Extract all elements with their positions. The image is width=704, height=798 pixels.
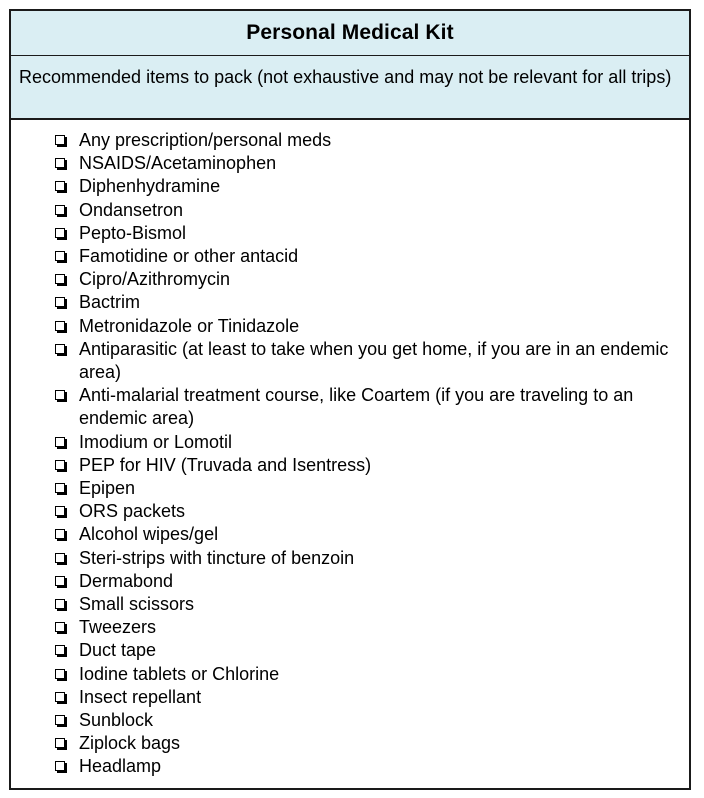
list-item-label: Pepto-Bismol bbox=[79, 222, 187, 243]
checkbox-icon[interactable] bbox=[55, 622, 65, 632]
list-item-label: Iodine tablets or Chlorine bbox=[79, 663, 280, 684]
checkbox-icon[interactable] bbox=[55, 437, 65, 447]
list-item-label: Dermabond bbox=[79, 570, 174, 591]
checkbox-icon[interactable] bbox=[55, 297, 65, 307]
list-item-label: Small scissors bbox=[79, 594, 195, 615]
list-item-label: Famotidine or other antacid bbox=[79, 246, 299, 267]
checkbox-icon[interactable] bbox=[55, 181, 65, 191]
list-item bbox=[55, 732, 675, 755]
checkbox-icon[interactable] bbox=[55, 761, 65, 771]
checkbox-icon[interactable] bbox=[55, 228, 65, 238]
checkbox-icon[interactable] bbox=[55, 344, 65, 354]
list-item bbox=[55, 129, 675, 152]
list-item bbox=[55, 755, 675, 778]
list-item bbox=[55, 175, 675, 198]
list-item-label: Imodium or Lomotil bbox=[79, 431, 233, 452]
list-item-label: Tweezers bbox=[79, 617, 157, 638]
checkbox-icon[interactable] bbox=[55, 205, 65, 215]
description-row bbox=[11, 56, 689, 120]
list-item-label: ORS packets bbox=[79, 501, 186, 522]
checklist bbox=[11, 120, 689, 779]
checkbox-icon[interactable] bbox=[55, 506, 65, 516]
checkbox-icon[interactable] bbox=[55, 274, 65, 284]
list-item-label: Alcohol wipes/gel bbox=[79, 524, 219, 545]
list-item-label: NSAIDS/Acetaminophen bbox=[79, 153, 277, 174]
list-item bbox=[55, 245, 675, 268]
list-item bbox=[55, 639, 675, 662]
medical-kit-table bbox=[9, 9, 691, 790]
list-item-label: Diphenhydramine bbox=[79, 176, 221, 197]
checkbox-icon[interactable] bbox=[55, 158, 65, 168]
list-item bbox=[55, 384, 675, 430]
list-item bbox=[55, 454, 675, 477]
checkbox-icon[interactable] bbox=[55, 715, 65, 725]
page-title: Personal Medical Kit bbox=[246, 21, 454, 44]
list-item bbox=[55, 593, 675, 616]
list-item-label: Bactrim bbox=[79, 292, 141, 313]
list-item-label: Antiparasitic (at least to take when you get home, if you are in an endemic area) bbox=[79, 338, 669, 383]
list-item-label: Duct tape bbox=[79, 640, 157, 661]
list-item bbox=[55, 500, 675, 523]
list-item bbox=[55, 477, 675, 500]
checkbox-icon[interactable] bbox=[55, 390, 65, 400]
list-item bbox=[55, 709, 675, 732]
checkbox-icon[interactable] bbox=[55, 738, 65, 748]
list-item-label: Anti-malarial treatment course, like Coartem (if you are traveling to an endemic area) bbox=[79, 385, 634, 429]
list-item bbox=[55, 291, 675, 314]
checkbox-icon[interactable] bbox=[55, 321, 65, 331]
checkbox-icon[interactable] bbox=[55, 460, 65, 470]
list-item-label: Cipro/Azithromycin bbox=[79, 269, 231, 290]
list-item bbox=[55, 616, 675, 639]
list-item bbox=[55, 222, 675, 245]
checkbox-icon[interactable] bbox=[55, 529, 65, 539]
list-item-label: Insect repellant bbox=[79, 686, 202, 707]
list-item-label: Ondansetron bbox=[79, 199, 184, 220]
list-item bbox=[55, 570, 675, 593]
list-item bbox=[55, 523, 675, 546]
title-row bbox=[11, 11, 689, 56]
list-item-label: Ziplock bags bbox=[79, 733, 181, 754]
checkbox-icon[interactable] bbox=[55, 692, 65, 702]
list-item-label: Metronidazole or Tinidazole bbox=[79, 315, 300, 336]
list-item-label: Epipen bbox=[79, 478, 136, 499]
list-item-label: Sunblock bbox=[79, 710, 154, 731]
checkbox-icon[interactable] bbox=[55, 576, 65, 586]
list-item bbox=[55, 686, 675, 709]
list-item-label: PEP for HIV (Truvada and Isentress) bbox=[79, 454, 372, 475]
list-item bbox=[55, 152, 675, 175]
list-item bbox=[55, 547, 675, 570]
list-item bbox=[55, 199, 675, 222]
checkbox-icon[interactable] bbox=[55, 135, 65, 145]
list-item bbox=[55, 338, 675, 384]
checkbox-icon[interactable] bbox=[55, 251, 65, 261]
checkbox-icon[interactable] bbox=[55, 645, 65, 655]
list-item-label: Steri-strips with tincture of benzoin bbox=[79, 547, 355, 568]
list-item-label: Any prescription/personal meds bbox=[79, 130, 332, 150]
checkbox-icon[interactable] bbox=[55, 483, 65, 493]
list-item bbox=[55, 268, 675, 291]
checkbox-icon[interactable] bbox=[55, 669, 65, 679]
list-item bbox=[55, 315, 675, 338]
checkbox-icon[interactable] bbox=[55, 553, 65, 563]
list-item-label: Headlamp bbox=[79, 756, 162, 777]
list-item bbox=[55, 663, 675, 686]
checkbox-icon[interactable] bbox=[55, 599, 65, 609]
list-item bbox=[55, 431, 675, 454]
description-text: Recommended items to pack (not exhaustive and may not be relevant for all trips) bbox=[19, 67, 672, 87]
